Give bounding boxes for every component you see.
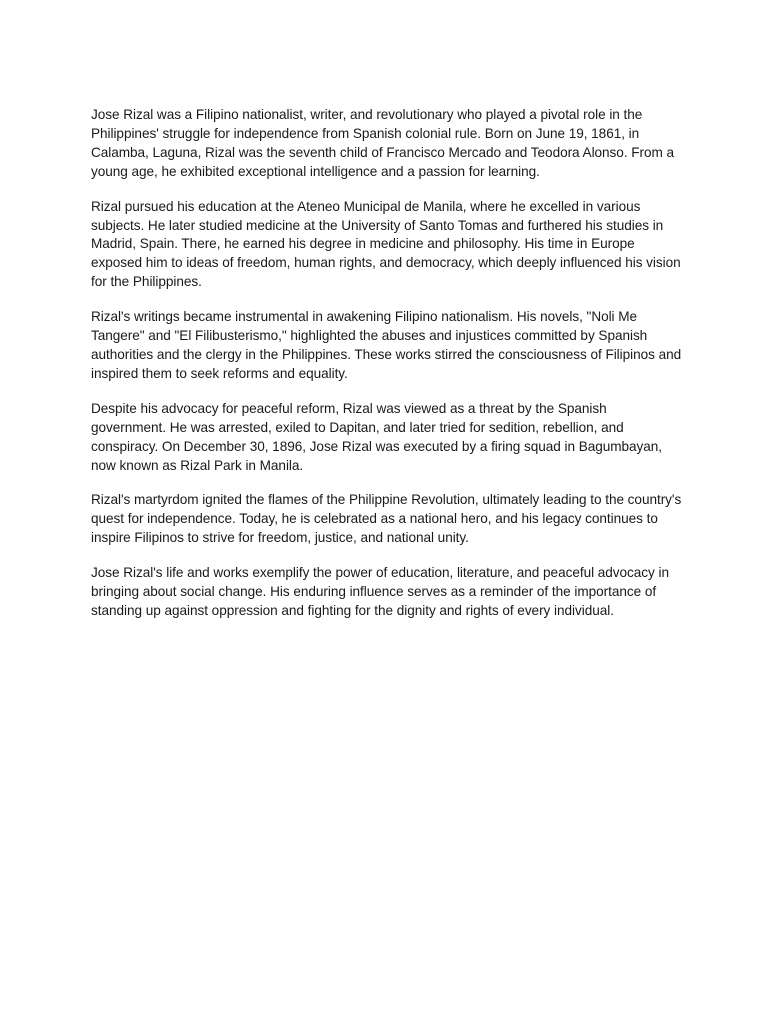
- paragraph-execution: Despite his advocacy for peaceful reform, Rizal was viewed as a threat by the Spanish government. He was arrested, exiled to Dapitan, and later tried for sedition, rebellion, and conspiracy. On December 30, 1896, Jose Rizal was executed by a firing squad in Bagumbayan, now known as Rizal Park in Manila.: [91, 400, 663, 473]
- paragraph-legacy: Rizal's martyrdom ignited the flames of the Philippine Revolution, ultimately leading to the country's quest for independence. Today, he is celebrated as a national hero, and his legacy continues to inspire Filipinos to strive for freedom, justice, and national unity.: [91, 492, 682, 546]
- paragraph-intro: Jose Rizal was a Filipino nationalist, writer, and revolutionary who played a pivotal role in the Philippines' struggle for independence from Spanish colonial rule. Born on June 19, 1861, in Calamba, Laguna, Rizal was the seventh child of Francisco Mercado and Teodora Alonso. From a young age, he exhibited exceptional intelligence and a passion for learning.: [91, 107, 675, 179]
- paragraph-writings: Rizal's writings became instrumental in awakening Filipino nationalism. His novels, "Noli Me Tangere" and "El Filibusterismo," highlighted the abuses and injustices committed by Spanish authorities and the clergy in the Philippines. These works stirred the consciousness of Filipinos and inspired them to seek reforms and equality.: [91, 309, 682, 381]
- paragraph-conclusion: Jose Rizal's life and works exemplify the power of education, literature, and peaceful advocacy in bringing about social change. His enduring influence serves as a reminder of the importance of standing up against oppression and fighting for the dignity and rights of every individual.: [91, 565, 670, 618]
- paragraph-education: Rizal pursued his education at the Ateneo Municipal de Manila, where he excelled in various subjects. He later studied medicine at the University of Santo Tomas and furthered his studies in Madrid, Spain. There, he earned his degree in medicine and philosophy. His time in Europe exposed him to ideas of freedom, human rights, and democracy, which deeply influenced his vision for the Philippines.: [91, 198, 681, 290]
- document-body: [91, 106, 683, 637]
